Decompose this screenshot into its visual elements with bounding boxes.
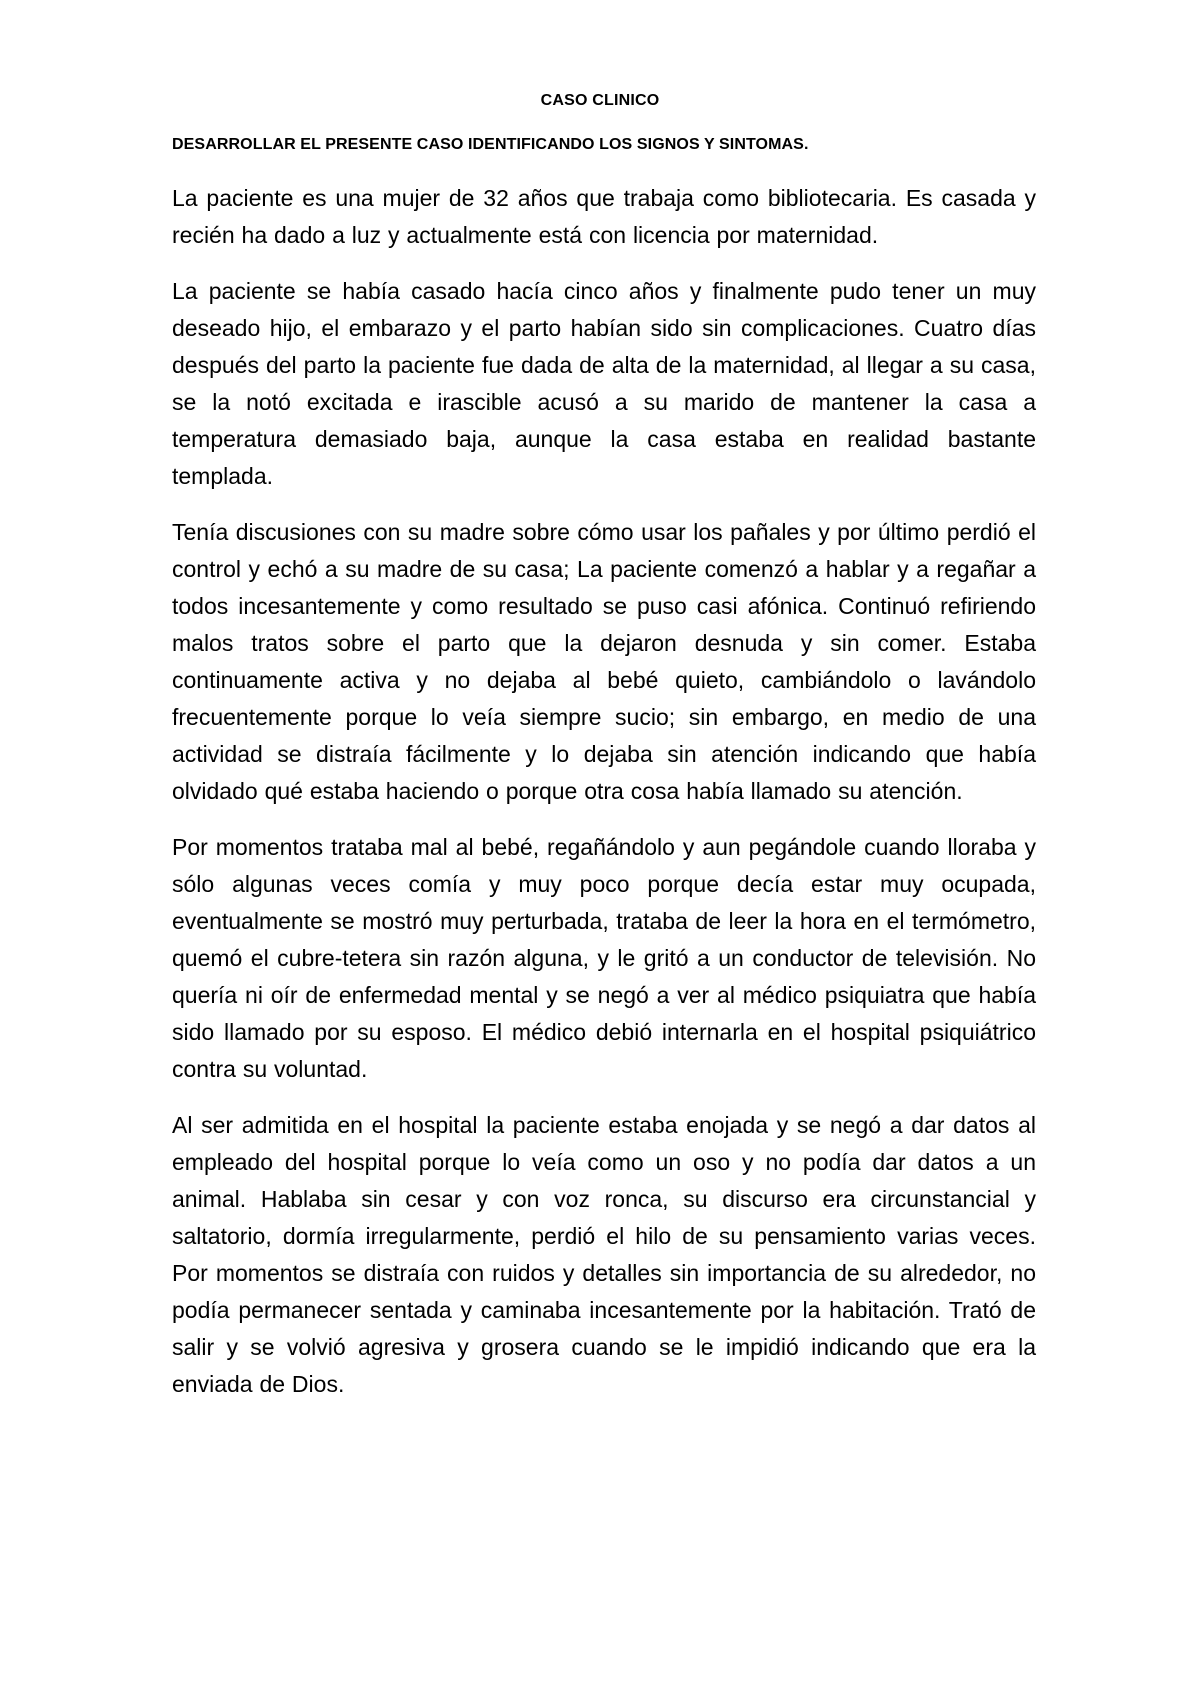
paragraph-onset: La paciente se había casado hacía cinco años y finalmente pudo tener un muy deseado hijo, el embarazo y el parto habían sido sin complicaciones. Cuatro días después del parto la paciente fue dada de alta de la maternidad, al llegar a su casa, se la notó excitada e irascible acusó a su marido de mantener la casa a temperatura demasiado baja, aunque la casa estaba en realidad bastante templada. <box>172 278 1036 489</box>
document-body <box>172 180 1036 1422</box>
document-instruction: DESARROLLAR EL PRESENTE CASO IDENTIFICANDO LOS SIGNOS Y SINTOMAS. <box>172 136 809 153</box>
paragraph-admission: Al ser admitida en el hospital la paciente estaba enojada y se negó a dar datos al empleado del hospital porque lo veía como un oso y no podía dar datos a un animal. Hablaba sin cesar y con voz ronca, su discurso era circunstancial y saltatorio, dormía irregularmente, perdió el hilo de su pensamiento varias veces. Por momentos se distraía con ruidos y detalles sin importancia de su alrededor, no podía permanecer sentada y caminaba incesantemente por la habitación. Trató de salir y se volvió agresiva y grosera cuando se le impidió indicando que era la enviada de Dios. <box>172 1112 1036 1397</box>
paragraph-patient-intro: La paciente es una mujer de 32 años que trabaja como bibliotecaria. Es casada y recién ha dado a luz y actualmente está con licencia por maternidad. <box>172 185 1036 248</box>
paragraph-behavior: Tenía discusiones con su madre sobre cómo usar los pañales y por último perdió el control y echó a su madre de su casa; La paciente comenzó a hablar y a regañar a todos incesantemente y como resultado se puso casi afónica. Continuó refiriendo malos tratos sobre el parto que la dejaron desnuda y sin comer. Estaba continuamente activa y no dejaba al bebé quieto, cambiándolo o lavándolo frecuentemente porque lo veía siempre sucio; sin embargo, en medio de una actividad se distraía fácilmente y lo dejaba sin atención indicando que había olvidado qué estaba haciendo o porque otra cosa había llamado su atención. <box>172 519 1036 804</box>
document-title: CASO CLINICO <box>540 92 660 109</box>
paragraph-escalation: Por momentos trataba mal al bebé, regañándolo y aun pegándole cuando lloraba y sólo algunas veces comía y muy poco porque decía estar muy ocupada, eventualmente se mostró muy perturbada, trataba de leer la hora en el termómetro, quemó el cubre-tetera sin razón alguna, y le gritó a un conductor de televisión. No quería ni oír de enfermedad mental y se negó a ver al médico psiquiatra que había sido llamado por su esposo. El médico debió internarla en el hospital psiquiátrico contra su voluntad. <box>172 834 1036 1082</box>
